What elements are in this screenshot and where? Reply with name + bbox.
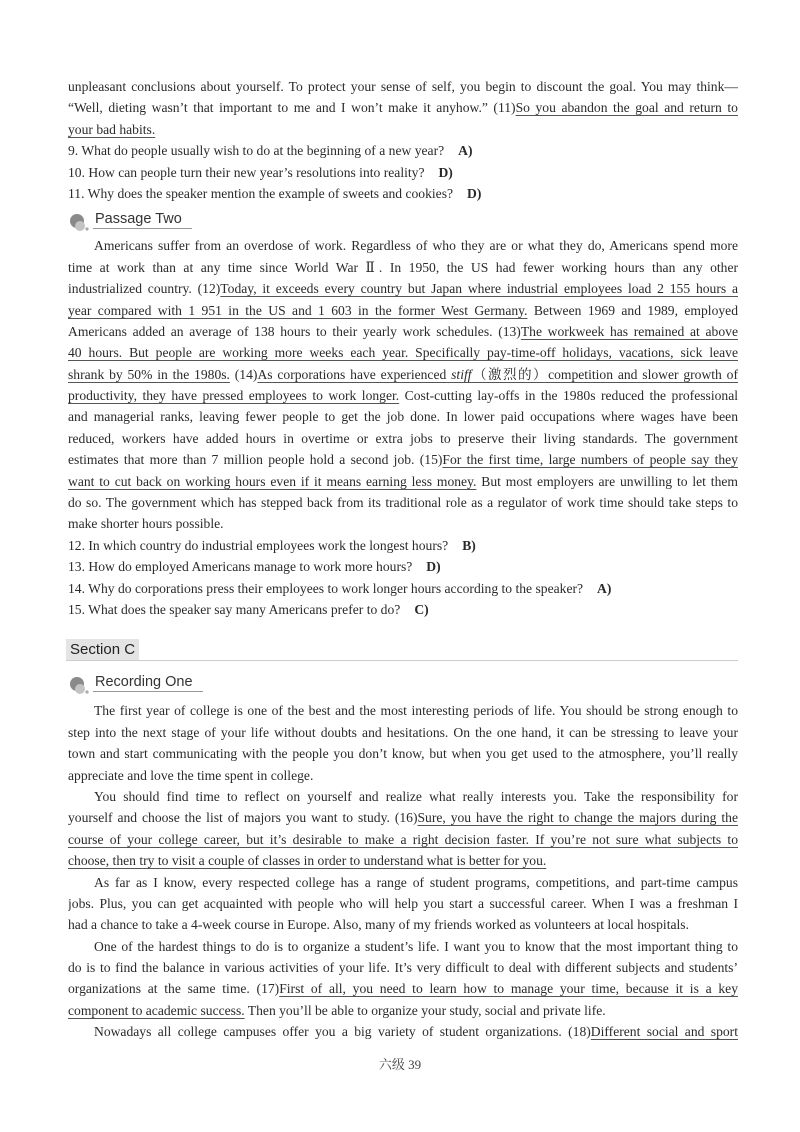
underlined-answer-text: choose, then try to visit a couple of classes in order to understand what is better for you. <box>68 853 547 869</box>
text-line <box>68 97 738 118</box>
page-number: 六级 39 <box>378 1057 422 1072</box>
underlined-answer-text: Today, it exceeds every country but Japan where industrial employees load 2 155 hours a <box>220 281 738 297</box>
underlined-answer-text: your bad habits. <box>68 121 156 137</box>
question-line <box>68 535 738 556</box>
heading-label: Passage Two <box>93 210 192 229</box>
question-line <box>68 599 738 620</box>
text-run: But most employers are unwilling to let them <box>476 473 738 489</box>
text-run: 14. Why do corporations press their employees to work longer hours according to the speaker? <box>68 580 584 596</box>
text-run: You should find time to reflect on yourself and realize what really interests you. Take the responsibility for <box>94 788 738 804</box>
text-run: 15. What does the speaker say many Americans prefer to do? <box>68 601 401 617</box>
text-line <box>68 76 738 97</box>
text-run: do so. The government which has stepped back from its traditional role as a regulator of work time should take steps to <box>68 495 738 511</box>
answer-key: D) <box>438 164 453 180</box>
text-line <box>68 850 738 871</box>
text-run: jobs. Plus, you can get acquainted with people who will help you start a successful career. When I was a freshman I <box>68 895 738 911</box>
passage-heading <box>68 667 738 700</box>
text-line <box>68 978 738 999</box>
underlined-answer-text: As corporations have experienced <box>257 366 452 382</box>
text-line <box>68 893 738 914</box>
text-line <box>68 807 738 828</box>
underlined-answer-text: Sure, you have the right to change the majors during the <box>417 810 738 826</box>
text-line <box>68 513 738 534</box>
text-run: step into the next stage of your life without doubts and hesitations. On the one hand, it can be stressing to leave your <box>68 724 738 740</box>
text-run: 9. What do people usually wish to do at the beginning of a new year? <box>68 143 445 159</box>
text-run: town and start communicating with the people you don’t know, but when you get used to the atmosphere, you’ll really <box>68 746 738 762</box>
text-run: unpleasant conclusions about yourself. To protect your sense of self, you begin to discount the goal. You may think— <box>68 79 738 94</box>
text-run: time at work than at any time since World War Ⅱ. In 1950, the US had fewer working hours than any other <box>68 259 738 275</box>
text-line <box>68 278 738 299</box>
text-line <box>68 119 738 140</box>
text-run: (14) <box>229 366 258 382</box>
answer-key: A) <box>458 143 473 159</box>
answer-key: B) <box>462 537 476 553</box>
text-run: As far as I know, every respected college has a range of student programs, competitions, and part-time campus <box>94 874 738 890</box>
text-run: 13. How do employed Americans manage to work more hours? <box>68 559 413 575</box>
text-line <box>68 829 738 850</box>
underlined-answer-text: course of your college career, but it’s desirable to make a right decision faster. If you’re not sure what subjects to <box>68 831 738 847</box>
text-line <box>68 1021 738 1042</box>
question-line <box>68 578 738 599</box>
text-run: Between 1969 and 1989, employed <box>527 302 738 318</box>
answer-key: A) <box>597 580 612 596</box>
text-line <box>68 936 738 957</box>
bubble-icon <box>68 212 90 232</box>
text-line <box>68 342 738 363</box>
underlined-answer-text: （激烈的）competition and slower growth of <box>471 366 738 382</box>
underlined-answer-text: The workweek has remained at above <box>520 323 738 339</box>
text-line <box>68 1000 738 1021</box>
text-line <box>68 492 738 513</box>
text-line <box>68 449 738 470</box>
underlined-answer-text: shrank by 50% in the 1980s. <box>68 366 230 382</box>
text-run: 11. Why does the speaker mention the example of sweets and cookies? <box>68 185 454 201</box>
text-line <box>68 957 738 978</box>
underlined-answer-text: First of all, you need to learn how to manage your time, because it is a key <box>279 981 738 997</box>
question-line <box>68 140 738 161</box>
underlined-answer-text: So you abandon the goal and return to <box>515 100 738 116</box>
answer-key: D) <box>467 185 482 201</box>
text-line <box>68 385 738 406</box>
text-line <box>68 300 738 321</box>
text-run: The first year of college is one of the best and the most interesting periods of life. You should be strong enough to <box>94 703 738 719</box>
question-line <box>68 183 738 204</box>
text-line <box>68 471 738 492</box>
text-run: make shorter hours possible. <box>68 516 224 532</box>
document-page <box>68 76 738 1043</box>
text-run: Nowadays all college campuses offer you a big variety of student organizations. (18) <box>94 1024 591 1040</box>
text-run: estimates that more than 7 million people hold a second job. (15) <box>68 452 443 468</box>
text-run: Cost-cutting lay-offs in the 1980s reduced the professional <box>399 388 738 404</box>
text-run: yourself and choose the list of majors you want to study. (16) <box>68 810 418 826</box>
underlined-answer-text: year compared with 1 951 in the US and 1 603 in the former West Germany. <box>68 302 528 318</box>
text-run: 12. In which country do industrial employees work the longest hours? <box>68 537 449 553</box>
question-line <box>68 556 738 577</box>
text-line <box>68 700 738 721</box>
text-line <box>68 743 738 764</box>
text-run: Americans suffer from an overdose of work. Regardless of who they are or what they do, Americans spend more <box>94 238 738 254</box>
text-run: appreciate and love the time spent in college. <box>68 767 314 783</box>
underlined-answer-text: productivity, they have pressed employees to work longer. <box>68 388 400 404</box>
underlined-answer-text: Different social and sport <box>590 1024 738 1040</box>
section-heading <box>68 620 738 667</box>
text-run: One of the hardest things to do is to organize a student’s life. I want you to know that the most important thing to <box>94 938 738 954</box>
underlined-answer-text: 40 hours. But people are working more weeks each year. Specifically pay-time-off holidays, vacations, sick leave <box>68 345 738 361</box>
question-line <box>68 162 738 183</box>
text-line <box>68 235 738 256</box>
heading-label: Recording One <box>93 673 203 692</box>
text-run: reduced, workers have added hours in overtime or extra jobs to preserve their living standards. The government <box>68 430 738 446</box>
answer-key: C) <box>414 601 429 617</box>
text-run: and managerial ranks, leaving fewer people to get the job done. In lower paid occupations where wages have been <box>68 409 738 425</box>
text-run: industrialized country. (12) <box>68 281 221 297</box>
text-line <box>68 722 738 743</box>
text-line <box>68 914 738 935</box>
text-run: do is to find the balance in various activities of your life. It’s very difficult to deal with different subjects and students’ <box>68 960 738 976</box>
text-line <box>68 786 738 807</box>
text-run: Americans added an average of 138 hours to their yearly work schedules. (13) <box>68 323 521 339</box>
section-label: Section C <box>66 639 139 660</box>
text-line <box>68 428 738 449</box>
text-line <box>68 321 738 342</box>
underlined-answer-text: component to academic success. <box>68 1002 245 1018</box>
text-run: “Well, dieting wasn’t that important to me and I won’t make it anyhow.” (11) <box>68 100 516 116</box>
text-run: Then you’ll be able to organize your study, social and private life. <box>244 1002 606 1018</box>
passage-heading <box>68 204 738 235</box>
underlined-answer-text: want to cut back on working hours even if it means earning less money. <box>68 473 477 489</box>
text-line <box>68 765 738 786</box>
section-divider <box>66 660 738 661</box>
text-run: had a chance to take a 4-week course in Europe. Also, many of my friends worked as volunteers at local hospitals. <box>68 917 689 933</box>
text-run: 10. How can people turn their new year’s resolutions into reality? <box>68 164 425 180</box>
text-line <box>68 364 738 385</box>
text-line <box>68 257 738 278</box>
answer-key: D) <box>426 559 441 575</box>
text-line <box>68 872 738 893</box>
underlined-answer-text: stiff <box>451 366 472 382</box>
bubble-icon <box>68 675 90 695</box>
underlined-answer-text: For the first time, large numbers of people say they <box>442 452 738 468</box>
text-run: organizations at the same time. (17) <box>68 981 280 997</box>
text-line <box>68 406 738 427</box>
